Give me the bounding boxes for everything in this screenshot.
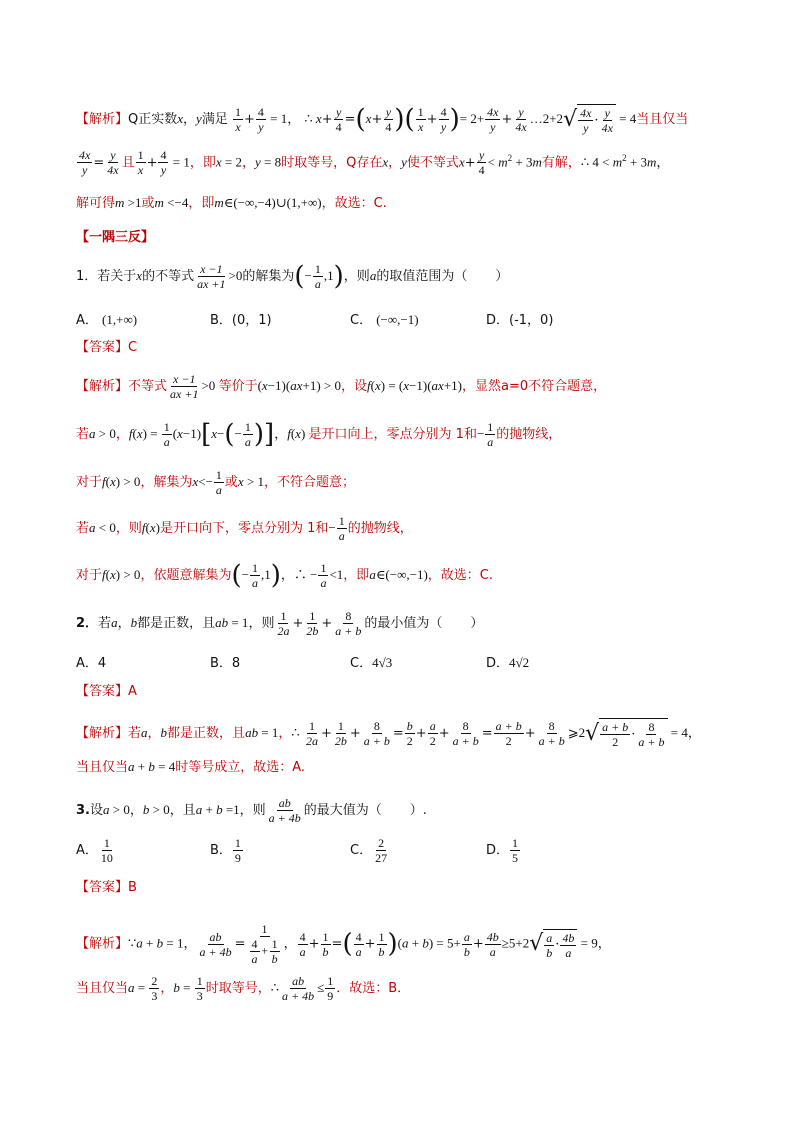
question-1: 1．若关于x的不等式 $\frac{x -1}{ax +1}$ >0的解集为(− $\frac{1}{a}$ ,1)，则a的取值范围为（ ） <box>76 261 509 292</box>
q2-solution-2: 当且仅当a + b = 4时等号成立，故选：A. <box>76 759 306 775</box>
solution-line-2: $\frac{4x}{y}$ = $\frac{y}{4x}$ 且 $\frac{1}{x}$ + $\frac{4}{y}$ = 1，即x = 2，y = 8时取等号，Q存在x，y使不等式x+ $\frac{y}{4}$ < $m^2 + 3m$有解，∴ $4 < m^2 + 3m$， <box>79 148 670 178</box>
q2-answer: 【答案】A <box>76 684 137 699</box>
solution-line-1: 【解析】Q正实数x，y满足 $\frac{1}{x}$ + $\frac{4}{y}$ = 1， ∴ x+ $\frac{y}{4}$ =(x+ $\frac{y}{4}$ )( $\frac{1}{x}$ + $\frac{4}{y}$ )= 2+ $\frac{4x}{y}$ + $\frac{y}{4x}$ …2+2 √ $\frac{4x}{y}$ · $\frac{y}{4x}$ = 4当且仅当 <box>76 104 689 135</box>
q1-solution-2: 若a > 0，f(x) = $\frac{1}{a}$ (x−1)[x−(− $\frac{1}{a}$ )]，f(x) 是开口向上，零点分别为 1和− $\frac{1}{a}$ 的抛物线， <box>76 419 562 450</box>
q1-solution-4: 若a < 0，则f(x)是开口向下，零点分别为 1和− $\frac{1}{a}$ 的抛物线， <box>76 514 413 543</box>
section-title: 【一隅三反】 <box>76 230 155 245</box>
question-2: 2．若a，b都是正数，且ab = 1，则 $\frac{1}{2a}$ + $\frac{1}{2b}$ + $\frac{8}{a + b}$ 的最小值为（ ） <box>76 609 484 638</box>
q2-option-b[interactable]: B．8 <box>210 656 241 671</box>
q1-solution-5: 对于f(x) > 0，依题意解集为(− $\frac{1}{a}$ ,1)，∴ − $\frac{1}{a}$ <1，即a∈(−∞,−1)，故选：C. <box>76 560 493 591</box>
q3-solution-2: 当且仅当a = $\frac{2}{3}$ ，b = $\frac{1}{3}$ 时取等号，∴ $\frac{ab}{a + 4b}$ ≤ $\frac{1}{9}$ ．故选：B． <box>76 974 411 1003</box>
q1-option-a[interactable]: A． (1,+∞) <box>76 312 138 328</box>
q3-solution-1: 【解析】∵a + b = 1， $\frac{ab}{a + 4b}$ = 1 $\frac{4}{a}$ + $\frac{1}{b}$ ， $\frac{4}{a}$ + $\frac{1}{b}$ =( $\frac{4}{a}$ + $\frac{1}{b}$ )(a + b) = 5+ $\frac{a}{b}$ + $\frac{4b}{a}$ ≥5+2 √ $\frac{a}{b}$ · $\frac{4b}{a}$ = 9， <box>76 922 611 966</box>
q1-option-c[interactable]: C． (−∞,−1) <box>350 312 419 328</box>
q3-option-b[interactable]: B． $\frac{1}{9}$ <box>210 836 241 865</box>
q2-solution-1: 【解析】若a，b都是正数，且ab = 1，∴ $\frac{1}{2a}$ + $\frac{1}{2b}$ + $\frac{8}{a + b}$ = $\frac{b}{2}$ + $\frac{a}{2}$ + $\frac{8}{a + b}$ = $\frac{a + b}{2}$ + $\frac{8}{a + b}$ ⩾2 √ $\frac{a + b}{2}$ · $\frac{8}{a + b}$ = 4， <box>76 719 701 749</box>
q1-solution-3: 对于f(x) > 0，解集为x<− $\frac{1}{a}$ 或x > 1，不符合题意； <box>76 468 356 497</box>
q3-answer: 【答案】B <box>76 880 137 895</box>
q3-option-c[interactable]: C． $\frac{2}{27}$ <box>350 836 388 865</box>
question-3: 3.设a > 0，b > 0，且a + b =1，则 $\frac{ab}{a + 4b}$ 的最大值为（ ）. <box>76 796 427 825</box>
q2-option-a[interactable]: A．4 <box>76 656 107 671</box>
q3-option-a[interactable]: A． $\frac{1}{10}$ <box>76 836 113 865</box>
q2-option-c[interactable]: C．4√3 <box>350 655 393 671</box>
q3-option-d[interactable]: D． $\frac{1}{5}$ <box>486 836 519 865</box>
q1-option-d[interactable]: D．(-1，0) <box>486 313 554 328</box>
q1-answer: 【答案】C <box>76 340 138 355</box>
solution-line-3: 解可得m >1或m <−4，即m∈(−∞,−4)∪(1,+∞)，故选：C. <box>76 195 387 211</box>
q1-option-b[interactable]: B．(0，1) <box>210 313 272 328</box>
analysis-label: 【解析】 <box>76 112 129 127</box>
q1-solution-1: 【解析】不等式 $\frac{x -1}{ax +1}$ >0 等价于(x−1)(ax+1) > 0，设f(x) = (x−1)(ax+1)，显然a=0不符合题意， <box>76 372 607 401</box>
q2-option-d[interactable]: D．4√2 <box>486 655 530 671</box>
